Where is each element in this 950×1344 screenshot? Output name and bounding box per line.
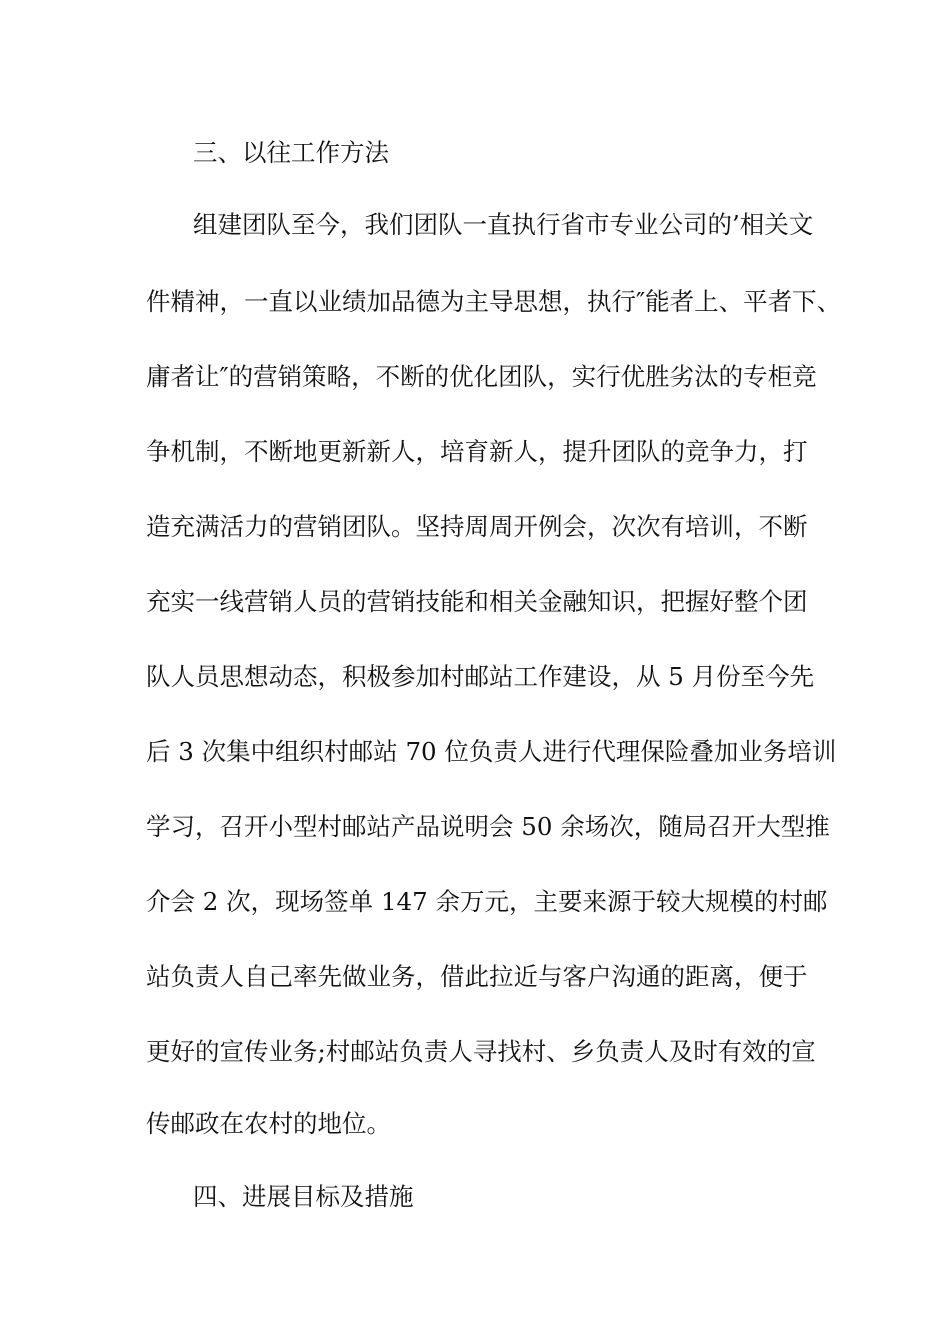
paragraph-line: 争机制，不断地更新新人，培育新人，提升团队的竞争力，打 bbox=[146, 437, 808, 466]
paragraph-line: 组建团队至今，我们团队一直执行省市专业公司的’相关文 bbox=[193, 210, 814, 239]
paragraph-line: 后 3 次集中组织村邮站 70 位负责人进行代理保险叠加业务培训 bbox=[146, 737, 837, 766]
section-heading-3: 三、以往工作方法 bbox=[193, 138, 389, 167]
paragraph-line: 介会 2 次，现场签单 147 余万元，主要来源于较大规模的村邮 bbox=[146, 887, 828, 916]
paragraph-line: 站负责人自己率先做业务，借此拉近与客户沟通的距离，便于 bbox=[146, 962, 808, 991]
paragraph-line: 更好的宣传业务;村邮站负责人寻找村、乡负责人及时有效的宣 bbox=[146, 1037, 816, 1066]
paragraph-line: 传邮政在农村的地位。 bbox=[146, 1109, 391, 1138]
section-heading-4: 四、进展目标及措施 bbox=[193, 1182, 414, 1211]
paragraph-line: 件精神，一直以业绩加品德为主导思想，执行″能者上、平者下、 bbox=[146, 287, 842, 316]
paragraph-line: 队人员思想动态，积极参加村邮站工作建设，从 5 月份至今先 bbox=[146, 662, 815, 691]
paragraph-line: 造充满活力的营销团队。坚持周周开例会，次次有培训，不断 bbox=[146, 512, 808, 541]
paragraph-line: 学习，召开小型村邮站产品说明会 50 余场次，随局召开大型推 bbox=[146, 812, 830, 841]
paragraph-line: 充实一线营销人员的营销技能和相关金融知识，把握好整个团 bbox=[146, 587, 808, 616]
paragraph-line: 庸者让″的营销策略，不断的优化团队，实行优胜劣汰的专柜竞 bbox=[146, 362, 817, 391]
